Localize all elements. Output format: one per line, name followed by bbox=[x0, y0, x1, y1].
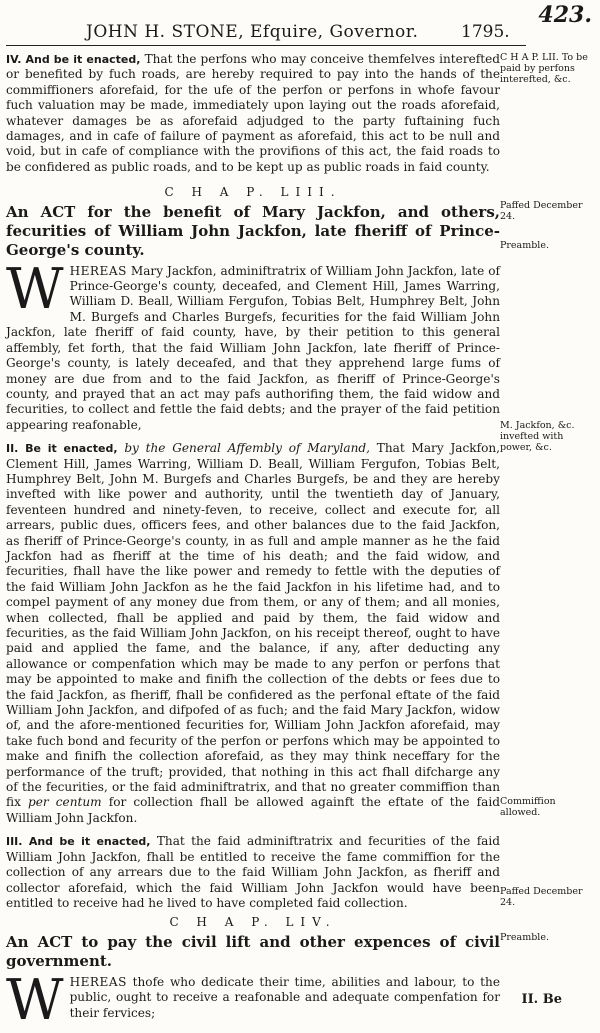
margin-note-invested: M. Jackfon, &c. invefted with power, &c. bbox=[500, 420, 575, 453]
margin-note-passed-53: Paffed December 24. bbox=[500, 200, 583, 222]
margin-note-passed-54: Paffed December 24. bbox=[500, 886, 583, 908]
running-title: JOHN H. STONE, Efquire, Governor. bbox=[86, 22, 419, 42]
chap-53-title: An ACT for the benefit of Mary Jackfon, and others, fecurities of William John Jackfon, late fheriff of Prince-George's county. bbox=[6, 202, 500, 259]
chap-53-preamble-word: HEREAS bbox=[69, 263, 127, 278]
header-rule bbox=[6, 45, 526, 46]
margin-note-commission: Commiffion allowed. bbox=[500, 796, 556, 818]
running-header bbox=[6, 22, 526, 46]
chap-54-preamble bbox=[6, 967, 500, 1033]
chap-53-preamble bbox=[6, 256, 500, 433]
chap-53-s2-text-b: for collection fhall be allowed againft the eftate of the faid William John Jackfon. bbox=[6, 795, 500, 825]
chap-53-dropcap: W bbox=[6, 256, 64, 322]
main-text bbox=[6, 52, 501, 1033]
margin-note-preamble-53: Preamble. bbox=[500, 240, 549, 251]
page-number: 423. bbox=[538, 2, 592, 28]
chap-53-preamble-text: Mary Jackfon, adminiftratrix of William John Jackfon, late of Prince-George's county, deceafed, and Clement Hill, James Warring, William D. Beall, William Fergufon, Tobias Belt, Humphrey Belt, John M. Burgefs and Charles Burgefs, fecurities for the faid William John Jackfon, late fheriff of faid county, have, by their petition to this general affembly, fet forth, that the faid William John Jackfon, late fheriff of Prince-George's county, is lately deceafed, and that they apprehend large fums of money are due from and to the faid Jackfon, as fheriff of Prince-George's county, and prayed that an act may pafs authorifing them, the faid widow and fecurities, to collect and fettle the faid debts; and the prayer of the faid petition appearing reafonable, bbox=[6, 263, 500, 432]
margin-note-preamble-54: Preamble. bbox=[500, 932, 549, 943]
chap-54-preamble-text: thofe who dedicate their time, abilities and labour, to the public, ought to receive a reafonable and adequate compenfation for their fervices; bbox=[69, 974, 500, 1020]
chap-53-s3-text: That the faid adminiftratrix and fecurities of the faid William John Jackfon, fhall be entitled to receive the fame commiffion for the collection of any arrears due to the faid William John Jackfon, as fheriff and collector aforefaid, which the faid William John Jackfon would have been entitled to receive had he lived to have completed faid collection. bbox=[6, 834, 500, 910]
chap-53-heading: C H A P. LIII. bbox=[164, 185, 342, 200]
running-year: 1795. bbox=[461, 22, 510, 42]
section-iv-label: IV. And be it enacted, bbox=[6, 53, 141, 66]
margin-note-chap-52: C H A P. LII. To be paid by perfons interefted, &c. bbox=[500, 52, 588, 85]
catchword: II. Be bbox=[521, 992, 562, 1007]
chap-53-s3-label: III. And be it enacted, bbox=[6, 835, 151, 849]
chap-53-s2-text-a: That Mary Jackfon, Clement Hill, James Warring, William D. Beall, William Fergufon, Tobias Belt, Humphrey Belt, John M. Burgefs and Charles Burgefs, be and they are hereby invefted with like power and authority, until the twentieth day of January, feventeen hundred and ninety-feven, to receive, collect and execute for, all arrears, public dues, officers fees, and other balances due to the faid Jackfon, as fheriff of Prince-George's county, in as full and ample manner as he the faid Jackfon had as fheriff at the time of his death; and the faid widow, and fecurities, fhall have the like power and remedy to fettle with the deputies of the faid William John Jackfon as he the faid Jackfon in his lifetime had, and to compel payment of any money due from them, or any of them; and all monies, when collected, fhall be applied and paid by them, the faid widow and fecurities, as the faid William John Jackfon, on his receipt thereof, ought to have paid and applied the fame, and the balance, if any, after deducting any allowance or compenfation which may be made to any perfon or perfons that may be appointed to make and finifh the collection of the debts or fees due to the faid Jackfon, as fheriff, fhall be confidered as the perfonal eftate of the faid William John Jackfon, and difpofed of as fuch; and the faid Mary Jackfon, widow of, and the afore-mentioned fecurities for, William John Jackfon aforefaid, may take fuch bond and fecurity of the perfon or perfons which may be appointed to make and finifh the collection aforefaid, as they may think neceffary for the performance of the truft; provided, that nothing in this act fhall difcharge any of the fecurities, or the faid adminiftratrix, and that no greater commiffion than fix bbox=[6, 441, 500, 810]
chap-53-section-iii bbox=[6, 834, 500, 911]
chap-54-preamble-word: HEREAS bbox=[69, 974, 127, 989]
section-iv-text: That the perfons who may conceive themfelves interefted or benefited by fuch roads, are hereby required to pay into the hands of the commiffioners aforefaid, for the ufe of the perfon or perfons in whofe favour fuch valuation may be made, immediately upon laying out the roads aforefaid, whatever damages be as aforefaid adjudged to the party fuftaining fuch damages, and in cafe of failure of payment as aforefaid, this act to be null and void, but in cafe of compliance with the provifions of this act, the faid roads to be confidered as public roads, and to be kept up as public roads in faid county. bbox=[6, 52, 501, 174]
chap-53-s2-label: II. Be it enacted, bbox=[6, 442, 118, 456]
chap-53-s2-italic: by the General Affembly of Maryland, bbox=[124, 441, 370, 456]
chap-53-section-ii bbox=[6, 441, 500, 826]
chap-53-s2-italic-b: per centum bbox=[28, 795, 102, 810]
chap-54-title: An ACT to pay the civil lift and other expences of civil government. bbox=[6, 932, 500, 970]
chap-54-dropcap: W bbox=[6, 967, 64, 1033]
section-iv bbox=[6, 52, 500, 175]
chap-54-heading: C H A P. LIV. bbox=[169, 915, 337, 930]
